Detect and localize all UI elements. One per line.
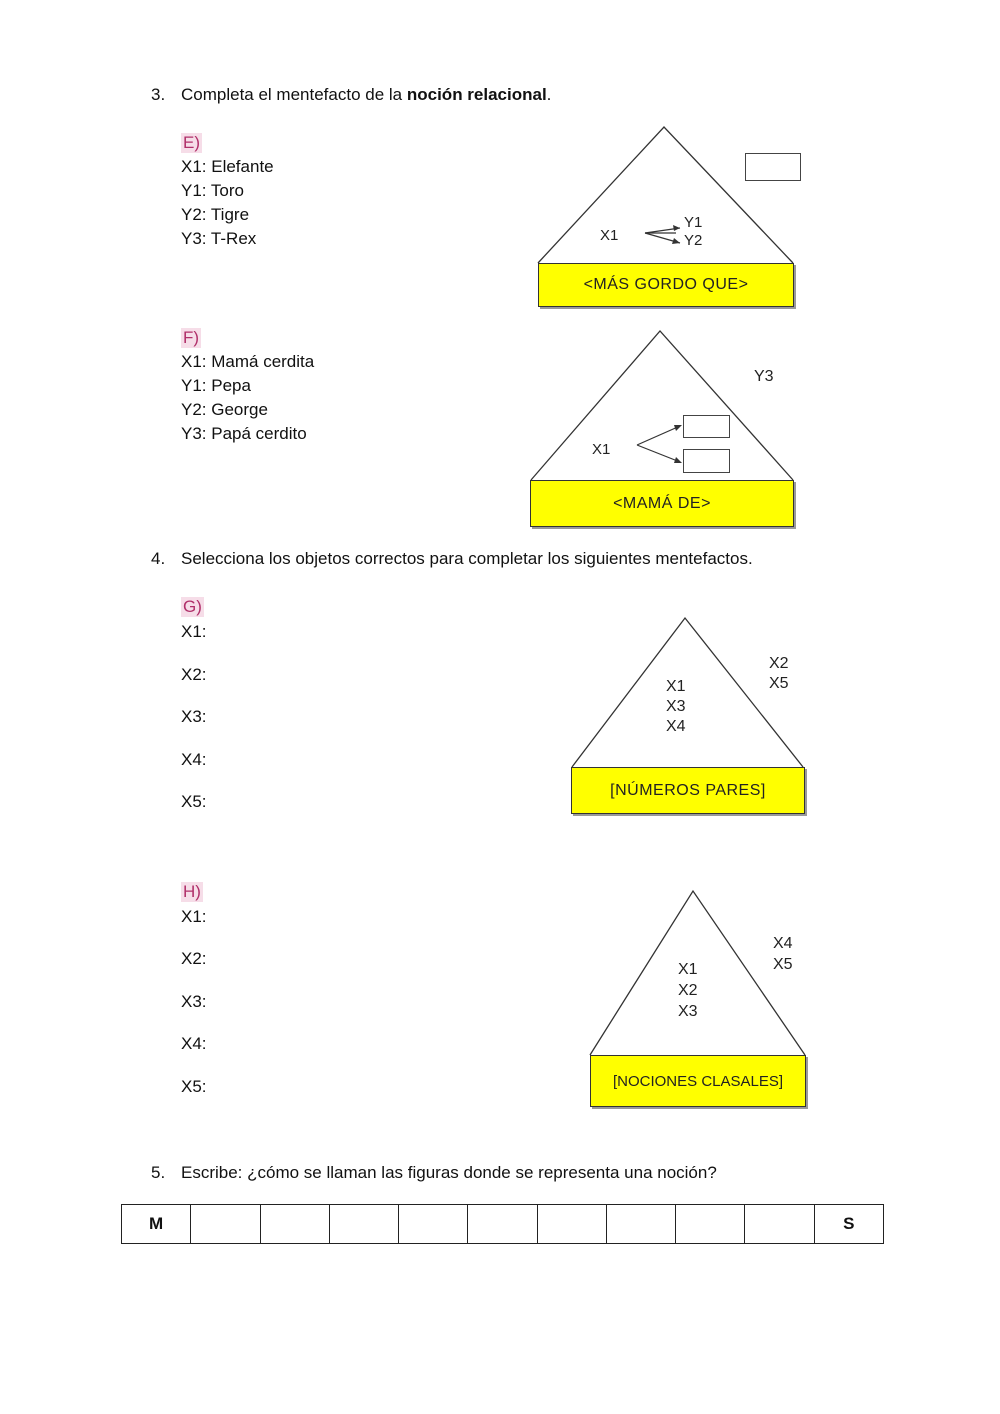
question-text-bold: noción relacional (406, 85, 547, 104)
list-item: X1: Elefante (181, 157, 274, 176)
answer-box[interactable] (683, 449, 730, 473)
list-item: X2: (181, 665, 207, 684)
label-y3: Y3 (754, 368, 774, 385)
mentefacto-g (565, 612, 810, 817)
label-inside: X1 (666, 678, 686, 695)
list-item: X4: (181, 750, 207, 769)
list-item: X1: Mamá cerdita (181, 352, 315, 371)
letter-cell[interactable] (745, 1205, 814, 1244)
label-y2: Y2 (684, 232, 703, 249)
letter-cell[interactable]: M (122, 1205, 191, 1244)
letter-cell[interactable] (676, 1205, 745, 1244)
inside-labels (666, 677, 686, 737)
letter-cell[interactable] (399, 1205, 468, 1244)
label-inside: X4 (666, 718, 686, 735)
list-item: X3: (181, 992, 207, 1011)
list-item: X2: (181, 949, 207, 968)
question-number: 4. (151, 549, 166, 568)
list-item: X1: (181, 907, 207, 926)
list-item: Y2: George (181, 400, 268, 419)
label-outside: X5 (769, 675, 789, 692)
label-x1: X1 (592, 441, 611, 458)
label-inside: X3 (678, 1003, 698, 1020)
base-label: <MÁS GORDO QUE> (538, 263, 794, 307)
outside-labels (769, 654, 789, 694)
letter-cell[interactable] (537, 1205, 606, 1244)
section-g (181, 597, 261, 812)
list-item: Y1: Toro (181, 181, 245, 200)
question-text (181, 85, 551, 105)
section-tag: G) (183, 597, 202, 616)
list-item: Y1: Pepa (181, 376, 251, 395)
label-outside: X4 (773, 935, 793, 952)
base-label: [NOCIONES CLASALES] (590, 1055, 806, 1107)
section-e (181, 133, 274, 249)
base-label: [NÚMEROS PARES] (571, 767, 805, 814)
question-text-start: Completa el mentefacto de la (181, 85, 407, 104)
section-tag: H) (183, 882, 201, 901)
label-inside: X2 (678, 982, 698, 999)
question-text: Escribe: ¿cómo se llaman las figuras donde se representa una noción? (181, 1163, 717, 1182)
arrow-to-box-top (637, 426, 680, 445)
list-item: X5: (181, 1077, 207, 1096)
question-text-end: . (546, 85, 552, 104)
section-tag: E) (183, 133, 200, 152)
answer-letter-grid (121, 1204, 884, 1244)
answer-box[interactable] (745, 153, 801, 181)
list-item: Y3: T-Rex (181, 229, 257, 248)
letter-cell[interactable] (191, 1205, 260, 1244)
list-item: X5: (181, 792, 207, 811)
letter-cell[interactable] (468, 1205, 537, 1244)
letter-cell[interactable] (329, 1205, 398, 1244)
label-inside: X3 (666, 698, 686, 715)
question-text: Selecciona los objetos correctos para completar los siguientes mentefactos. (181, 549, 753, 568)
letter-cell[interactable] (606, 1205, 675, 1244)
answer-box[interactable] (683, 415, 730, 438)
label-x1: X1 (600, 227, 619, 244)
label-outside: X5 (773, 956, 793, 973)
list-item: X1: (181, 622, 207, 641)
mentefacto-e (530, 120, 820, 310)
label-inside: X1 (678, 961, 698, 978)
list-item: Y2: Tigre (181, 205, 250, 224)
letter-cell[interactable] (260, 1205, 329, 1244)
list-item: Y3: Papá cerdito (181, 424, 307, 443)
label-y1: Y1 (684, 214, 703, 231)
inside-labels (678, 959, 698, 1022)
list-item: X4: (181, 1034, 207, 1053)
mentefacto-f (525, 325, 815, 530)
base-label: <MAMÁ DE> (530, 480, 794, 527)
outside-labels (773, 933, 793, 975)
section-tag: F) (183, 328, 200, 347)
mentefacto-h (585, 885, 810, 1110)
arrow-to-box-bottom (637, 445, 680, 462)
section-f (181, 328, 314, 444)
question-number: 3. (151, 85, 166, 104)
letter-cell[interactable]: S (814, 1205, 883, 1244)
section-h (181, 882, 261, 1097)
label-outside: X2 (769, 655, 789, 672)
list-item: X3: (181, 707, 207, 726)
question-number: 5. (151, 1163, 166, 1182)
